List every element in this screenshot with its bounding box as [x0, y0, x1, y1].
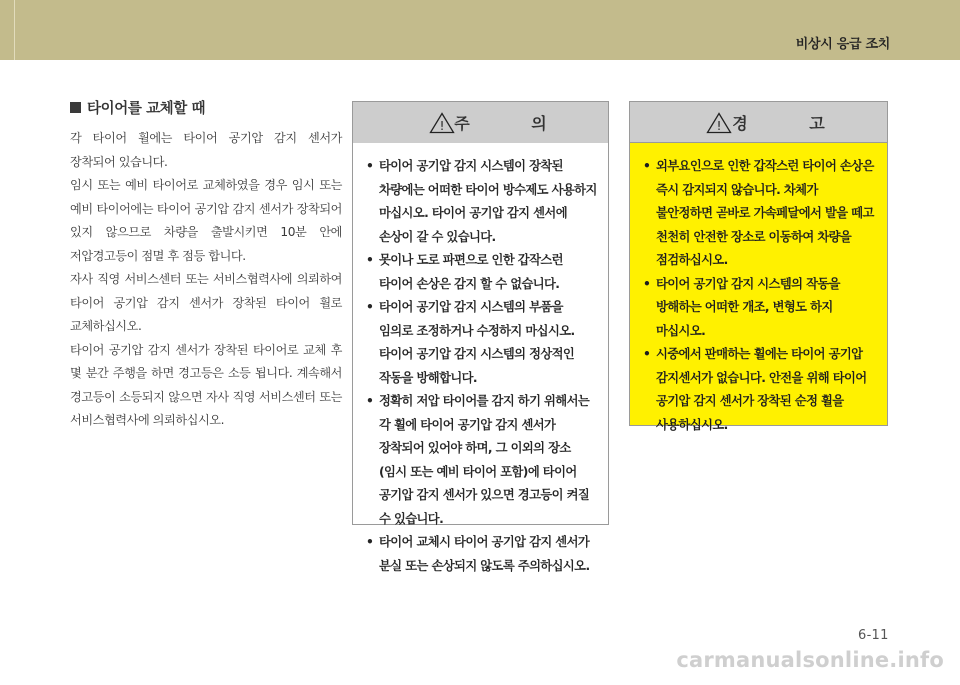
warning-title-bar: [630, 102, 887, 143]
caution-item: • 못이나 도로 파편으로 인한 갑작스런 타이어 손상은 감지 할 수 없습니다.: [365, 249, 598, 296]
bullet-icon: •: [366, 253, 374, 267]
bullet-icon: •: [643, 276, 651, 291]
warning-triangle-icon: [429, 112, 455, 134]
square-bullet-icon: [70, 102, 81, 113]
left-column: [70, 97, 342, 433]
caution-item: • 타이어 공기압 감지 시스템이 장착된 차량에는 어떠한 타이어 방수제도 사용하지 마십시오. 타이어 공기압 감지 센서에 손상이 갈 수 있습니다.: [365, 155, 598, 249]
warning-item: • 외부요인으로 인한 갑작스런 타이어 손상은 즉시 감지되지 않습니다. 차체가 불안정하면 곧바로 가속페달에서 발을 떼고 천천히 안전한 장소로 이동하여 차량을 점검하십시오.: [642, 155, 877, 273]
caution-item: • 정확히 저압 타이어를 감지 하기 위해서는 각 휠에 타이어 공기압 감지 센서가 장착되어 있어야 하며, 그 이외의 장소(임시 또는 예비 타이어 포함)에 타이어 공기압 감지 센서가 있으면 경고등이 켜질 수 있습니다.: [365, 390, 598, 531]
bullet-icon: •: [643, 159, 651, 173]
header-bar: [0, 0, 960, 60]
warning-box: [629, 101, 888, 432]
warning-triangle-icon: [706, 112, 732, 134]
body-paragraph: 각 타이어 휠에는 타이어 공기압 감지 센서가 장착되어 있습니다.: [70, 131, 342, 169]
caution-title-bar: [353, 102, 608, 143]
svg-text:!: !: [439, 119, 445, 133]
bullet-icon: •: [643, 347, 651, 361]
warning-title: 경 고: [732, 113, 853, 133]
caution-title: 주 의: [454, 114, 575, 133]
caution-list: [353, 143, 608, 578]
caution-item: • 타이어 교체시 타이어 공기압 감지 센서가 분실 또는 손상되지 않도록 주의하십시오.: [365, 531, 598, 578]
caution-item: • 타이어 공기압 감지 시스템의 부품을 임의로 조정하거나 수정하지 마십시오. 타이어 공기압 감지 시스템의 정상적인 작동을 방해합니다.: [365, 296, 598, 390]
caution-box: [352, 101, 609, 573]
bullet-icon: •: [366, 159, 374, 173]
warning-item: • 타이어 공기압 감지 시스템의 작동을 방해하는 어떠한 개조, 변형도 하지 마십시오.: [642, 273, 877, 344]
header-divider: [14, 0, 15, 60]
warning-list: [630, 143, 887, 437]
bullet-icon: •: [366, 300, 374, 314]
svg-text:!: !: [716, 119, 722, 133]
watermark: carmanualsonline.info: [676, 648, 944, 672]
bullet-icon: •: [366, 394, 374, 408]
warning-item: • 시중에서 판매하는 휠에는 타이어 공기압 감지센서가 없습니다. 안전을 위해 타이어 공기압 감지 센서가 장착된 순정 휠을 사용하십시오.: [642, 343, 877, 437]
body-paragraph: 임시 또는 예비 타이어로 교체하였을 경우 임시 또는 예비 타이어에는 타이어 공기압 감지 센서가 장착되어 있지 않으므로 차량을 출발시키면 10분 안에 저압경고등이 점멸 후 점등 합니다.: [70, 178, 342, 263]
section-title: 비상시 응급 조치: [795, 37, 890, 52]
section-heading-text: 타이어를 교체할 때: [87, 101, 206, 117]
body-paragraph: 타이어 공기압 감지 센서가 장착된 타이어로 교체 후 몇 분간 주행을 하면 경고등은 소등 됩니다. 계속해서 경고등이 소등되지 않으면 자사 직영 서비스센터 또는 서비스협력사에 의뢰하십시오.: [70, 342, 342, 427]
body-paragraph: 자사 직영 서비스센터 또는 서비스협력사에 의뢰하여 타이어 공기압 감지 센서가 장착된 타이어 휠로 교체하십시오.: [70, 272, 342, 333]
bullet-icon: •: [366, 535, 374, 549]
page-number: 6-11: [858, 628, 889, 643]
section-heading: [70, 97, 342, 118]
